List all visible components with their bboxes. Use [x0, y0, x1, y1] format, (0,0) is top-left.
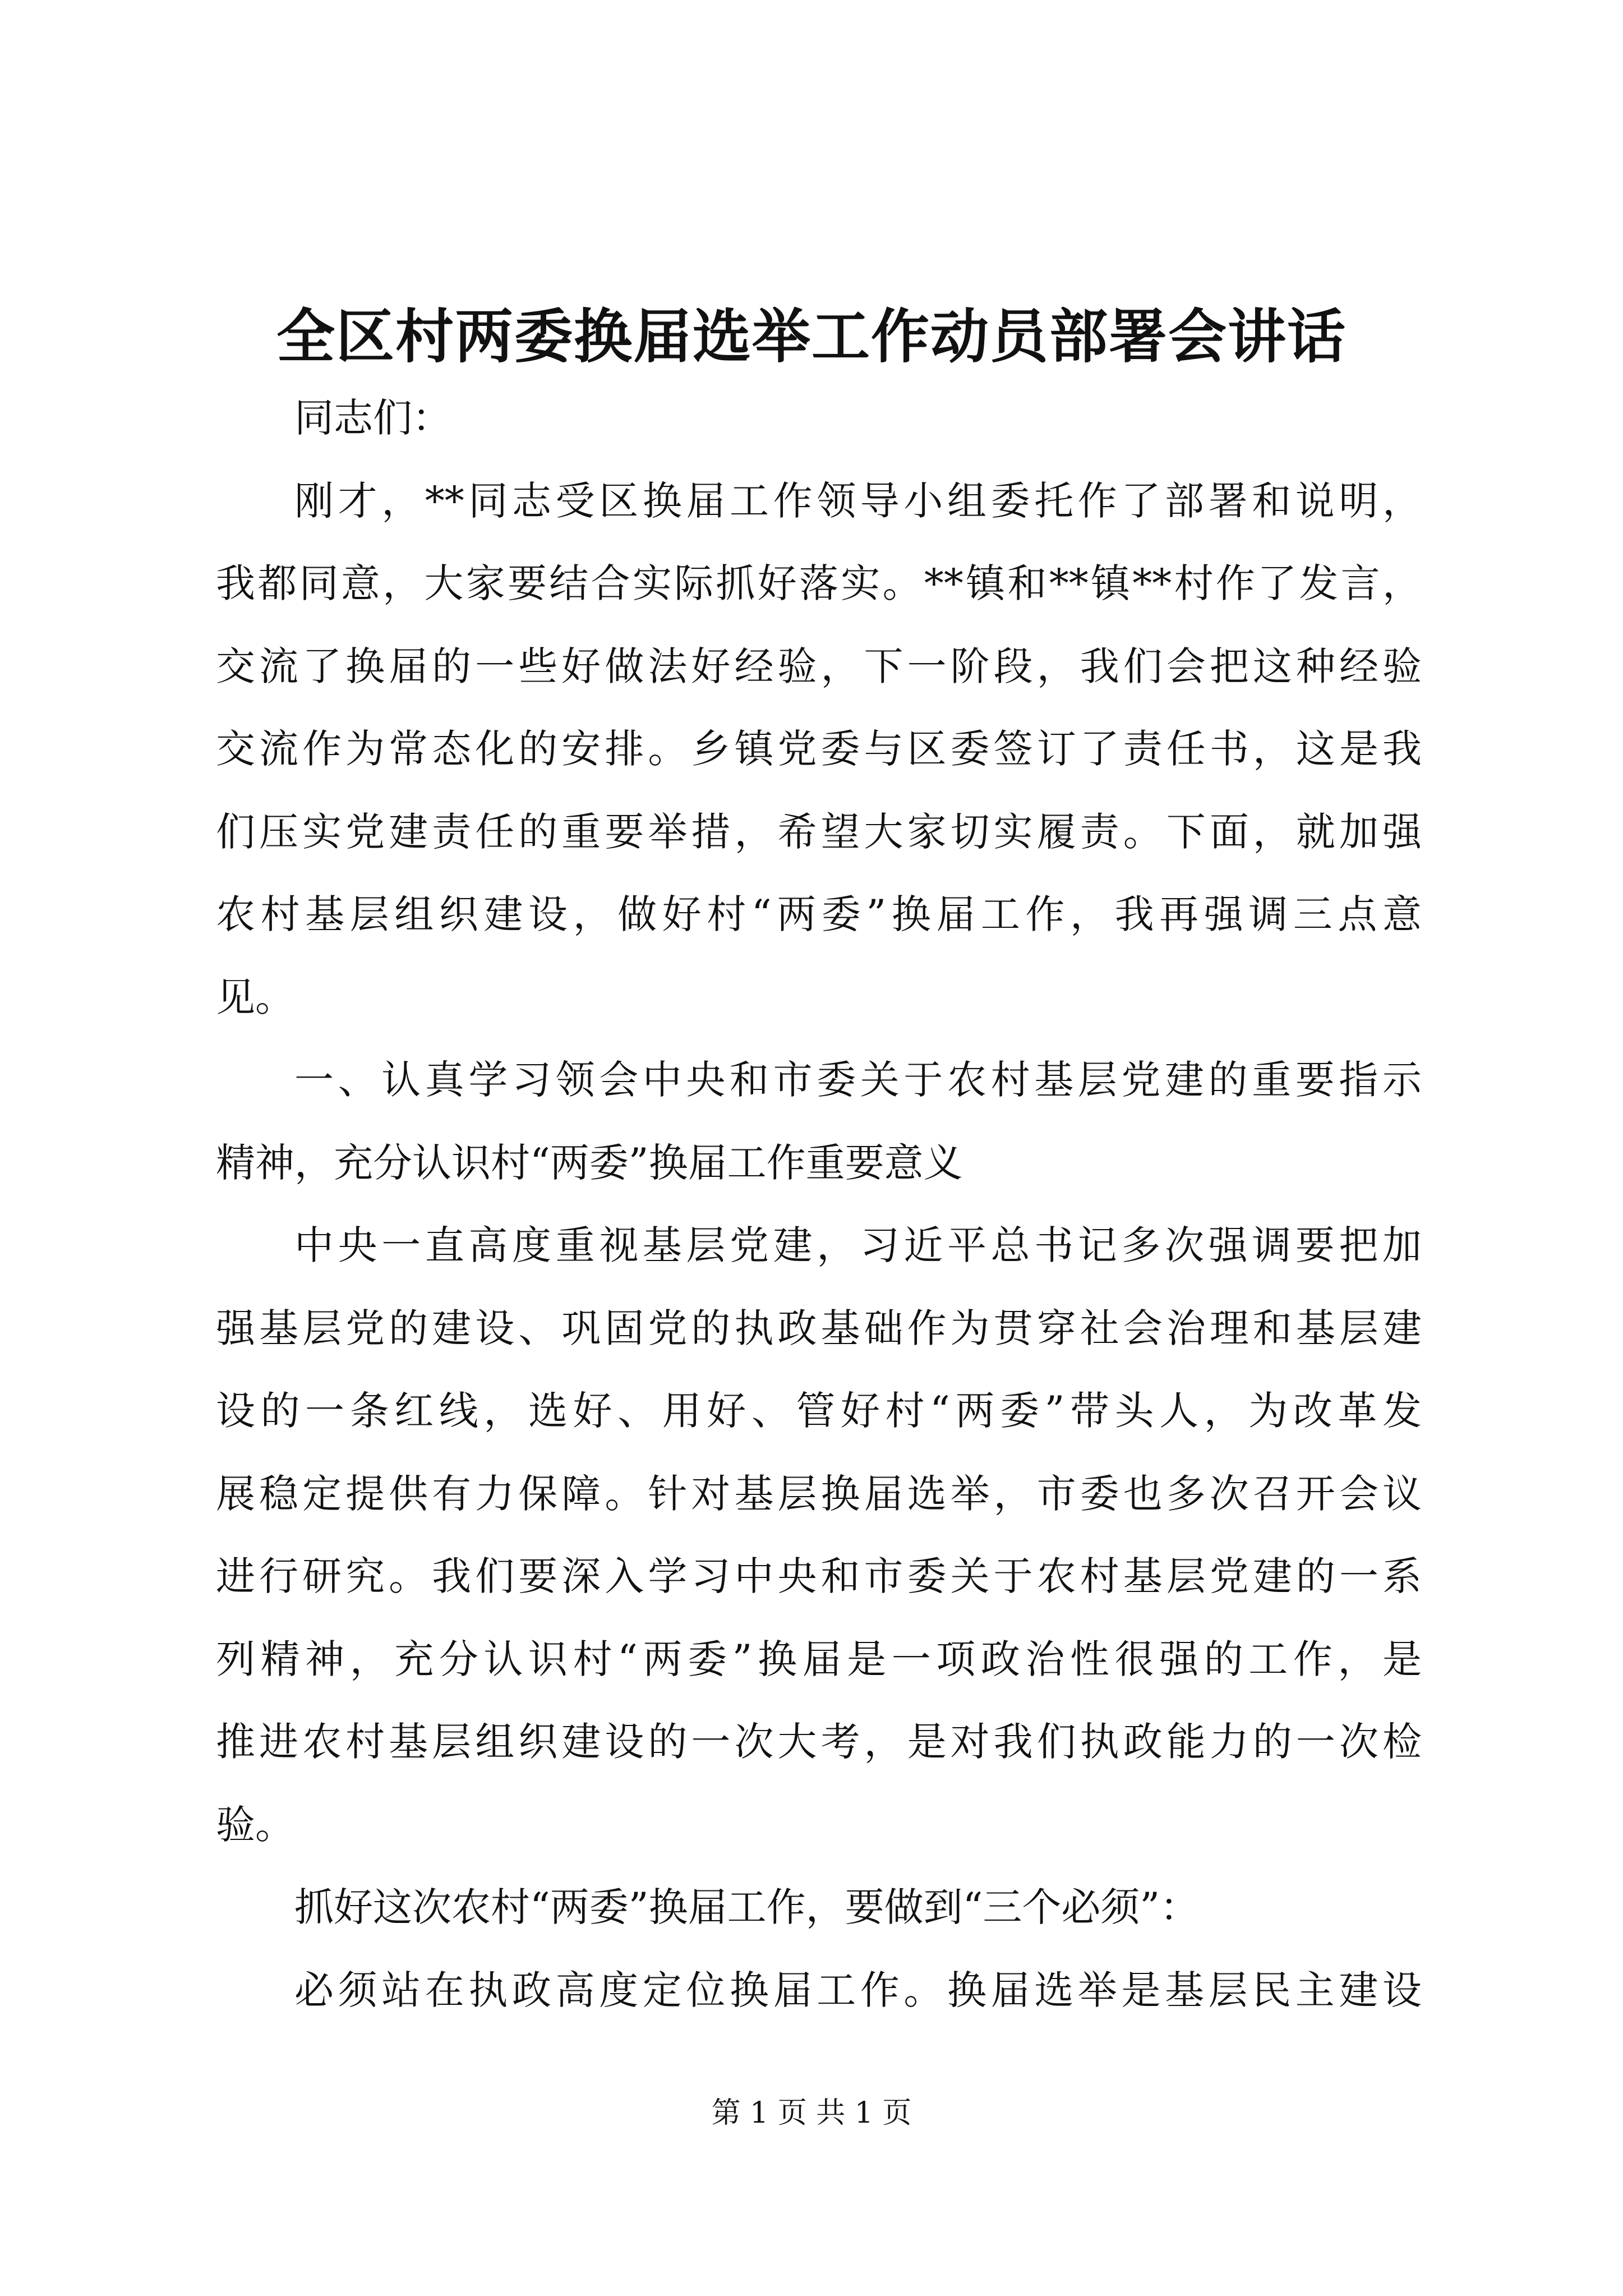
- salutation-line: 同志们：: [294, 395, 451, 441]
- paragraph-line: 展稳定提供有力保障。针对基层换届选举，市委也多次召开会议: [216, 1470, 1422, 1517]
- paragraph-line: 进行研究。我们要深入学习中央和市委关于农村基层党建的一系: [216, 1553, 1422, 1599]
- paragraph-line: 抓好这次农村“两委”换届工作，要做到“三个必须”：: [294, 1884, 1200, 1930]
- paragraph-line: 们压实党建责任的重要举措，希望大家切实履责。下面，就加强: [216, 808, 1422, 855]
- document-body: [216, 377, 1422, 2032]
- paragraph-line: 中央一直高度重视基层党建，习近平总书记多次强调要把加: [294, 1222, 1422, 1268]
- paragraph-line: 推进农村基层组织建设的一次大考，是对我们执政能力的一次检: [216, 1719, 1422, 1765]
- paragraph-line: 强基层党的建设、巩固党的执政基础作为贯穿社会治理和基层建: [216, 1305, 1422, 1351]
- page-number: 第 1 页 共 1 页: [711, 2096, 912, 2130]
- paragraph-line: 验。: [216, 1801, 294, 1848]
- paragraph-line: 我都同意，大家要结合实际抓好落实。**镇和**镇**村作了发言，: [216, 560, 1422, 606]
- paragraph-line: 刚才，**同志受区换届工作领导小组委托作了部署和说明，: [294, 477, 1422, 524]
- page-footer: [0, 2093, 1623, 2133]
- paragraph-line: 见。: [216, 974, 294, 1020]
- paragraph-line: 列精神，充分认识村“两委”换届是一项政治性很强的工作，是: [216, 1636, 1422, 1682]
- paragraph-line: 农村基层组织建设，做好村“两委”换届工作，我再强调三点意: [216, 891, 1422, 937]
- section-heading-line: 精神，充分认识村“两委”换届工作重要意义: [216, 1139, 963, 1186]
- paragraph-line: 交流作为常态化的安排。乡镇党委与区委签订了责任书，这是我: [216, 726, 1422, 772]
- paragraph-line: 必须站在执政高度定位换届工作。换届选举是基层民主建设: [294, 1967, 1422, 2013]
- document-title: 全区村两委换届选举工作动员部署会讲话: [276, 302, 1347, 371]
- paragraph-line: 交流了换届的一些好做法好经验，下一阶段，我们会把这种经验: [216, 643, 1422, 689]
- section-heading-line: 一、认真学习领会中央和市委关于农村基层党建的重要指示: [294, 1057, 1422, 1103]
- paragraph-line: 设的一条红线，选好、用好、管好村“两委”带头人，为改革发: [216, 1388, 1422, 1434]
